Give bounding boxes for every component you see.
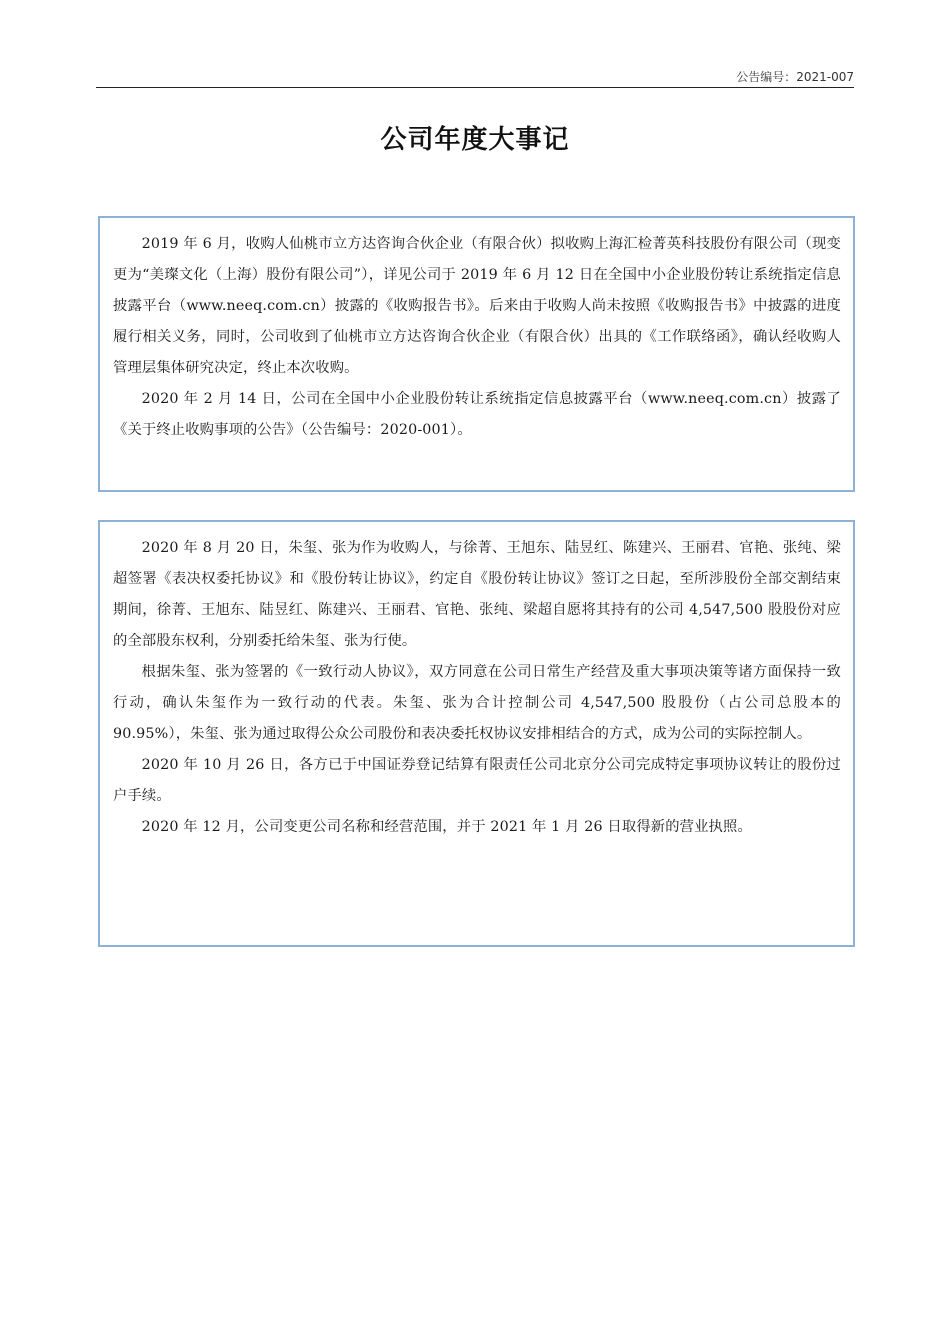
event-paragraph: 2020 年 10 月 26 日，各方已于中国证券登记结算有限责任公司北京分公司完成特定事项协议转让的股份过户手续。: [113, 757, 841, 804]
announcement-number: 公告编号：2021-007: [736, 70, 854, 84]
page-title: 公司年度大事记: [380, 125, 570, 155]
event-paragraph: 2020 年 2 月 14 日，公司在全国中小企业股份转让系统指定信息披露平台（www.neeq.com.cn）披露了《关于终止收购事项的公告》（公告编号：2020-001）。: [113, 391, 841, 438]
event-paragraph: 2020 年 12 月，公司变更公司名称和经营范围，并于 2021 年 1 月 26 日取得新的营业执照。: [141, 819, 752, 835]
event-paragraph: 2020 年 8 月 20 日，朱玺、张为作为收购人，与徐菁、王旭东、陆昱红、陈建兴、王丽君、官艳、张纯、梁超签署《表决权委托协议》和《股份转让协议》，约定自《股份转让协议》签订之日起，至所涉股份全部交割结束期间，徐菁、王旭东、陆昱红、陈建兴、王丽君、官艳、张纯、梁超自愿将其持有的公司 4,547,500 股股份对应的全部股东权利，分别委托给朱玺、张为行使。: [113, 540, 841, 649]
event-paragraph: 2019 年 6 月，收购人仙桃市立方达咨询合伙企业（有限合伙）拟收购上海汇检菁英科技股份有限公司（现变更为“美璨文化（上海）股份有限公司”），详见公司于 2019 年 6 月 12 日在全国中小企业股份转让系统指定信息披露平台（www.neeq.com.cn）披露的《收购报告书》。后来由于收购人尚未按照《收购报告书》中披露的进度履行相关义务，同时，公司收到了仙桃市立方达咨询合伙企业（有限合伙）出具的《工作联络函》，确认经收购人管理层集体研究决定，终止本次收购。: [113, 236, 841, 376]
event-paragraph: 根据朱玺、张为签署的《一致行动人协议》，双方同意在公司日常生产经营及重大事项决策等诸方面保持一致行动，确认朱玺作为一致行动的代表。朱玺、张为合计控制公司 4,547,500 股股份（占公司总股本的 90.95%），朱玺、张为通过取得公众公司股份和表决委托权协议安排相结合的方式，成为公司的实际控制人。: [113, 664, 841, 742]
page-header: [96, 66, 854, 88]
event-box-2019-acquisition: [98, 216, 855, 492]
event-box-2020-control-change: [98, 520, 855, 947]
